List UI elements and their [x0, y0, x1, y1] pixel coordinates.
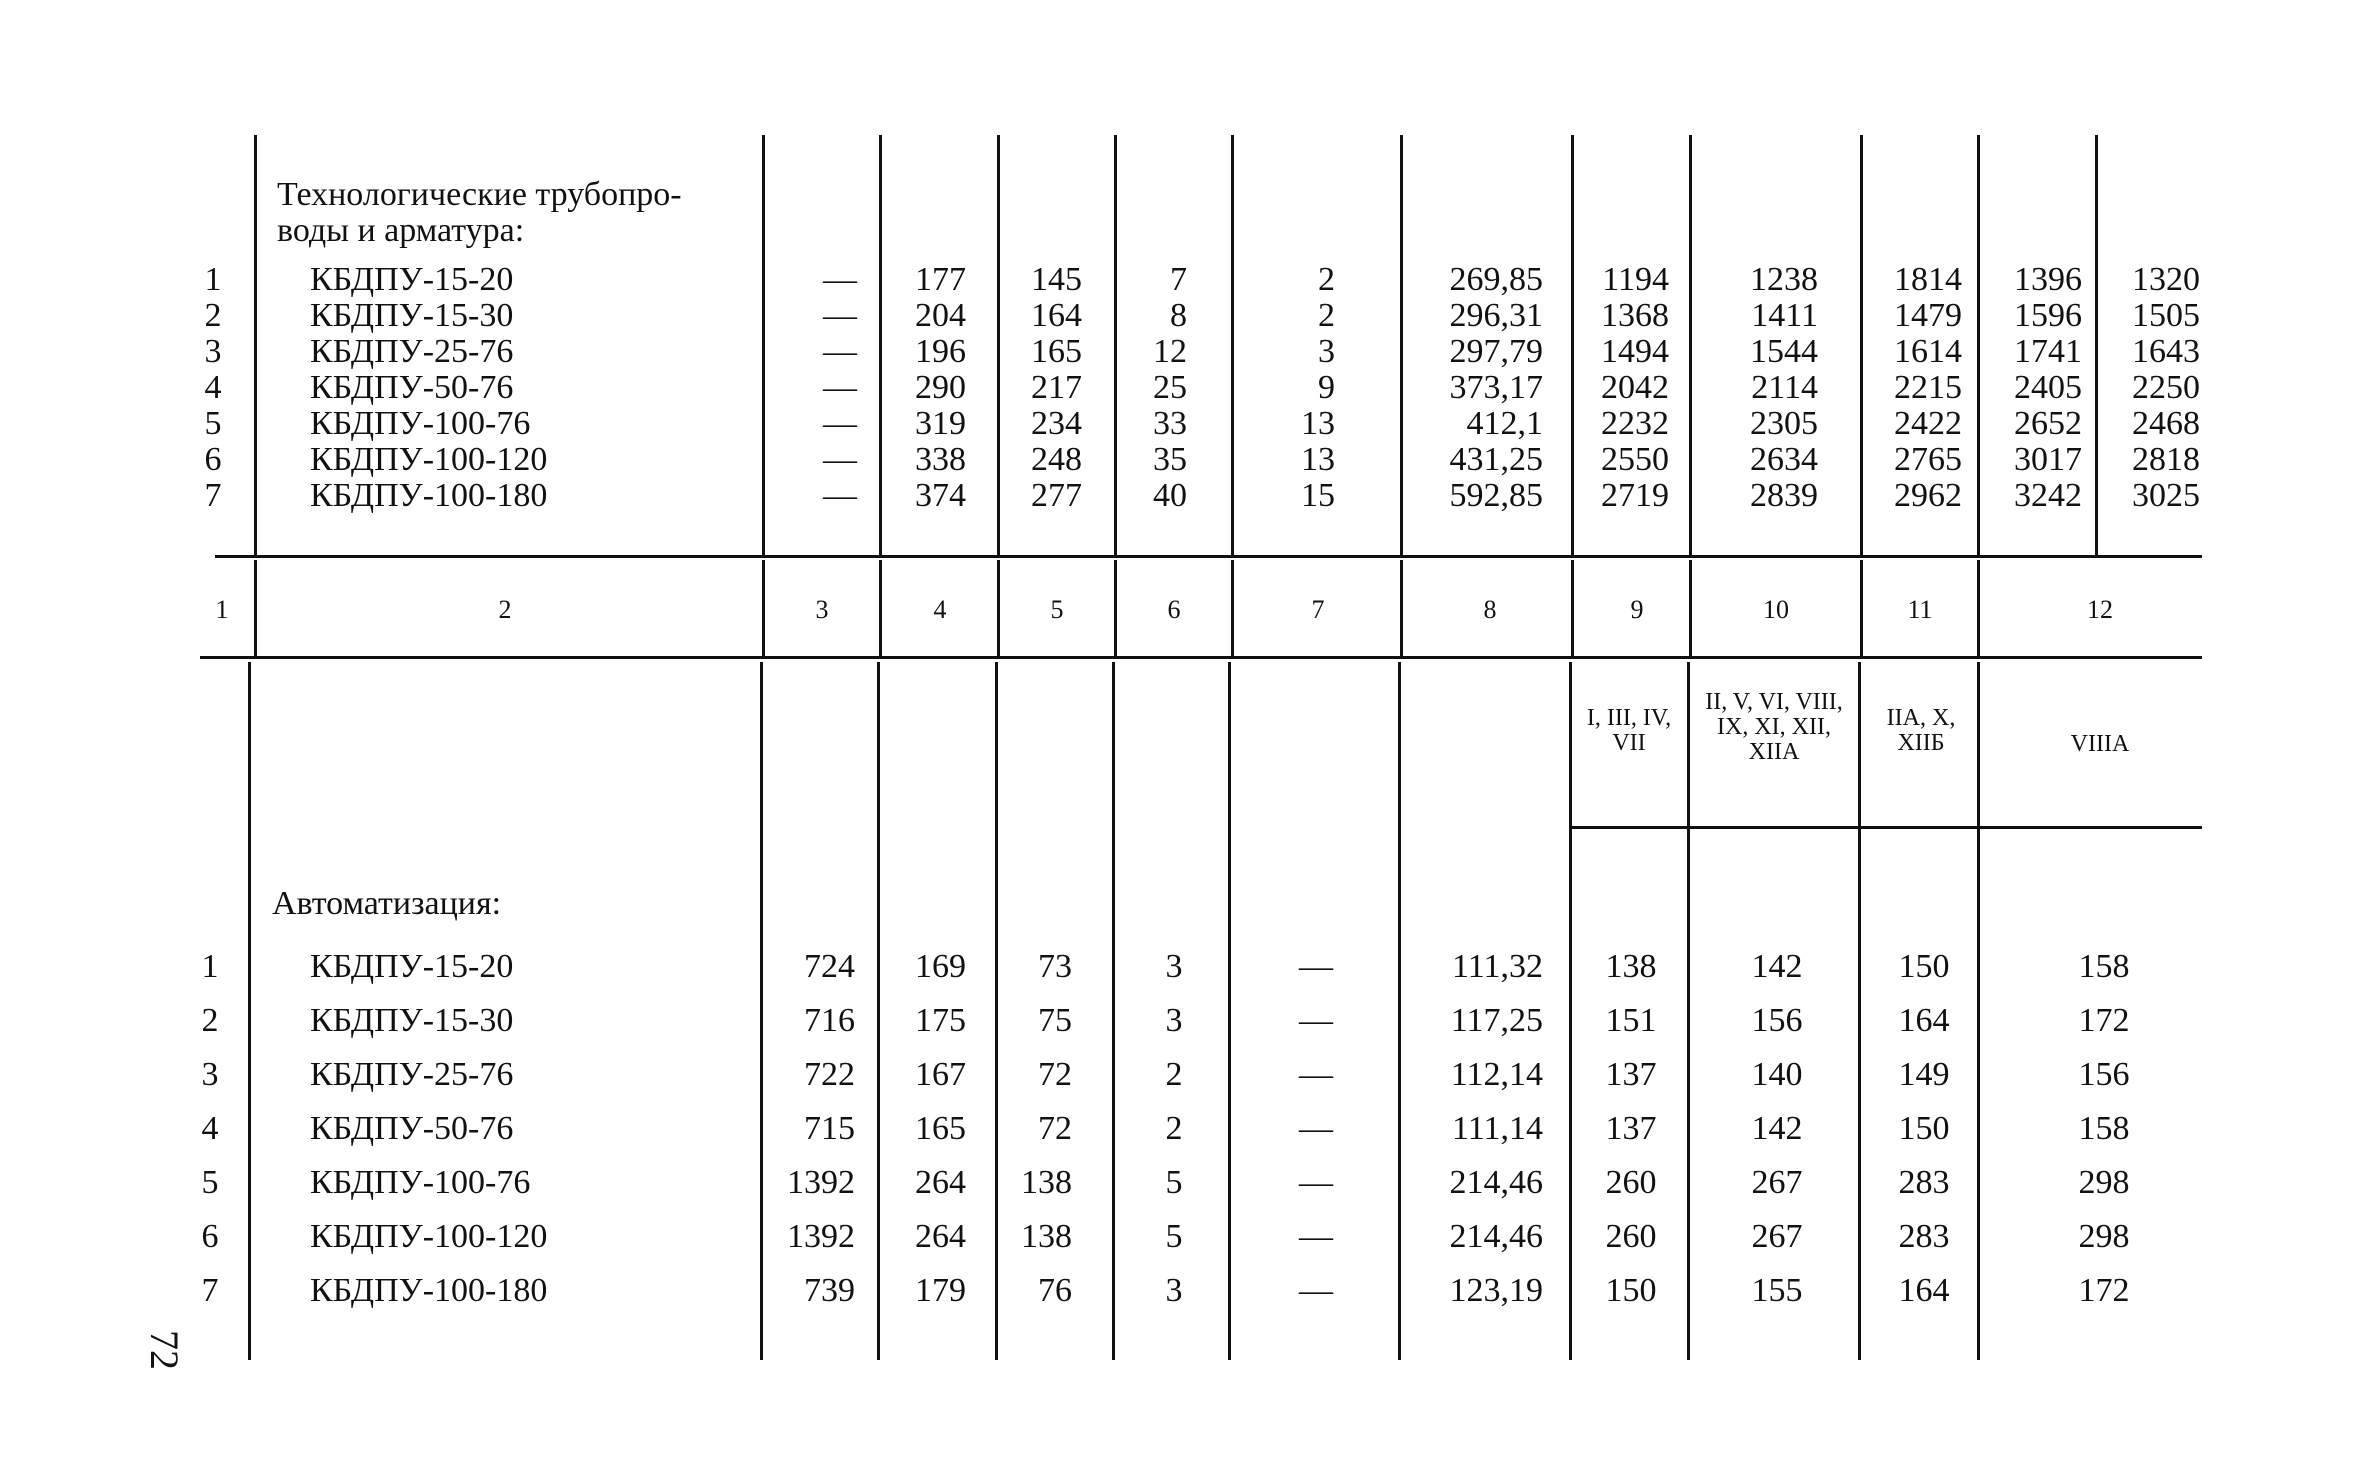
table-cell: 138 [1021, 1164, 1072, 1201]
group-header: IIA, X, XIIБ [1886, 705, 1956, 757]
table-cell: 2305 [1750, 405, 1818, 442]
section-title: воды и арматура: [277, 212, 525, 249]
table-cell: 2652 [2014, 405, 2082, 442]
group-header: VIIIA [2070, 731, 2130, 757]
table-cell: 177 [915, 261, 966, 298]
table-cell: 217 [1031, 369, 1082, 406]
divider [1977, 560, 1980, 656]
table-cell: 2962 [1894, 477, 1962, 514]
table-cell: 204 [915, 297, 966, 334]
table-cell: 283 [1898, 1164, 1950, 1201]
row-number: 4 [201, 1110, 219, 1147]
table-cell: 2405 [2014, 369, 2082, 406]
table-cell: — [823, 369, 857, 406]
column-number: 7 [1311, 595, 1325, 624]
table-cell: 137 [1605, 1110, 1657, 1147]
divider [1858, 662, 1861, 1360]
table-cell: 9 [1318, 369, 1335, 406]
table-cell: 234 [1031, 405, 1082, 442]
table-cell: 172 [2078, 1272, 2130, 1309]
table-cell: 2468 [2132, 405, 2200, 442]
table-cell: 73 [1038, 948, 1072, 985]
divider [1687, 662, 1690, 1360]
divider [1231, 560, 1234, 656]
divider [1977, 135, 1980, 555]
table-cell: 138 [1021, 1218, 1072, 1255]
table-cell: 150 [1605, 1272, 1657, 1309]
table-cell: 298 [2078, 1164, 2130, 1201]
table-cell: 112,14 [1450, 1056, 1543, 1093]
table-cell: 2634 [1750, 441, 1818, 478]
divider [1400, 560, 1403, 656]
table-cell: 267 [1751, 1164, 1803, 1201]
divider [1689, 135, 1692, 555]
table-cell: 3 [1165, 948, 1183, 985]
column-number: 9 [1630, 595, 1644, 624]
divider [877, 662, 880, 1360]
divider [879, 135, 882, 555]
table-cell: 12 [1153, 333, 1187, 370]
table-cell: 156 [2078, 1056, 2130, 1093]
table-cell: 150 [1898, 948, 1950, 985]
table-cell: — [823, 261, 857, 298]
table-cell: 13 [1301, 405, 1335, 442]
table-cell: 155 [1751, 1272, 1803, 1309]
table-cell: 137 [1605, 1056, 1657, 1093]
table-cell: 76 [1038, 1272, 1072, 1309]
item-name: КБДПУ-25-76 [310, 1056, 514, 1093]
divider [248, 662, 251, 1360]
table-cell: 158 [2078, 1110, 2130, 1147]
table-cell: 2232 [1601, 405, 1669, 442]
column-number: 5 [1050, 595, 1064, 624]
table-cell: 156 [1751, 1002, 1803, 1039]
section-title: Технологические трубопро- [277, 176, 682, 213]
item-name: КБДПУ-50-76 [310, 369, 514, 406]
table-cell: — [1299, 1002, 1333, 1039]
divider [1689, 560, 1692, 656]
table-cell: 3025 [2132, 477, 2200, 514]
header-rule-top [215, 555, 2202, 558]
table-cell: — [1299, 1110, 1333, 1147]
item-name: КБДПУ-15-20 [310, 261, 514, 298]
table-cell: 1741 [2014, 333, 2082, 370]
divider [1231, 135, 1234, 555]
table-cell: 260 [1605, 1218, 1657, 1255]
item-name: КБДПУ-100-180 [310, 1272, 548, 1309]
column-number: 8 [1483, 595, 1497, 624]
table-cell: 283 [1898, 1218, 1950, 1255]
table-cell: 1596 [2014, 297, 2082, 334]
column-number: 11 [1907, 595, 1933, 624]
divider [254, 560, 257, 656]
table-cell: 290 [915, 369, 966, 406]
row-number: 7 [201, 1272, 219, 1309]
divider [1571, 135, 1574, 555]
table-cell: 724 [804, 948, 855, 985]
table-cell: — [1299, 948, 1333, 985]
item-name: КБДПУ-100-76 [310, 405, 531, 442]
table-cell: 40 [1153, 477, 1187, 514]
column-number: 3 [815, 595, 829, 624]
row-number: 5 [204, 405, 222, 442]
item-name: КБДПУ-100-120 [310, 441, 548, 478]
table-cell: 145 [1031, 261, 1082, 298]
item-name: КБДПУ-50-76 [310, 1110, 514, 1147]
table-cell: 15 [1301, 477, 1335, 514]
column-number: 1 [215, 595, 229, 624]
row-number: 1 [201, 948, 219, 985]
divider [1977, 662, 1980, 1360]
divider [1860, 135, 1863, 555]
divider [1112, 662, 1115, 1360]
table-cell: 169 [915, 948, 966, 985]
table-cell: 2765 [1894, 441, 1962, 478]
table-cell: 2818 [2132, 441, 2200, 478]
divider [1114, 135, 1117, 555]
table-cell: 3 [1165, 1002, 1183, 1039]
row-number: 3 [201, 1056, 219, 1093]
table-cell: — [1299, 1218, 1333, 1255]
table-cell: 277 [1031, 477, 1082, 514]
item-name: КБДПУ-15-30 [310, 297, 514, 334]
table-cell: 2422 [1894, 405, 1962, 442]
row-number: 6 [204, 441, 222, 478]
table-cell: 72 [1038, 1110, 1072, 1147]
table-cell: 1505 [2132, 297, 2200, 334]
table-cell: 2114 [1751, 369, 1818, 406]
item-name: КБДПУ-100-120 [310, 1218, 548, 1255]
table-cell: 1392 [787, 1164, 855, 1201]
table-cell: 214,46 [1449, 1164, 1543, 1201]
column-number: 4 [933, 595, 947, 624]
section-title: Автоматизация: [272, 885, 502, 922]
table-cell: 373,17 [1449, 369, 1543, 406]
row-number: 4 [204, 369, 222, 406]
table-cell: 269,85 [1449, 261, 1543, 298]
table-cell: 151 [1605, 1002, 1657, 1039]
table-cell: 158 [2078, 948, 2130, 985]
item-name: КБДПУ-100-76 [310, 1164, 531, 1201]
table-cell: — [1299, 1272, 1333, 1309]
table-cell: 1614 [1894, 333, 1962, 370]
table-cell: 1194 [1602, 261, 1669, 298]
table-cell: — [823, 477, 857, 514]
group-header-rule [1569, 826, 2202, 829]
table-cell: 7 [1170, 261, 1187, 298]
table-cell: 165 [915, 1110, 966, 1147]
table-cell: 150 [1898, 1110, 1950, 1147]
row-number: 5 [201, 1164, 219, 1201]
table-cell: 8 [1170, 297, 1187, 334]
table-cell: 1479 [1894, 297, 1962, 334]
table-cell: 1814 [1894, 261, 1962, 298]
table-cell: 2839 [1750, 477, 1818, 514]
table-cell: — [823, 441, 857, 478]
table-cell: 179 [915, 1272, 966, 1309]
table-cell: 1320 [2132, 261, 2200, 298]
table-cell: 374 [915, 477, 966, 514]
divider [1571, 560, 1574, 656]
table-cell: 431,25 [1449, 441, 1543, 478]
table-cell: 3 [1318, 333, 1335, 370]
table-cell: 149 [1898, 1056, 1950, 1093]
table-cell: — [823, 297, 857, 334]
row-number: 2 [201, 1002, 219, 1039]
table-cell: 260 [1605, 1164, 1657, 1201]
group-header: II, V, VI, VIII, IX, XI, XII, XIIA [1705, 689, 1843, 766]
group-header: I, III, IV, VII [1586, 705, 1672, 757]
table-cell: 3 [1165, 1272, 1183, 1309]
row-number: 7 [204, 477, 222, 514]
table-cell: 2550 [1601, 441, 1669, 478]
table-cell: 1411 [1751, 297, 1818, 334]
table-cell: 722 [804, 1056, 855, 1093]
table-cell: 2215 [1894, 369, 1962, 406]
table-cell: 72 [1038, 1056, 1072, 1093]
item-name: КБДПУ-25-76 [310, 333, 514, 370]
table-cell: 1368 [1601, 297, 1669, 334]
table-cell: 111,32 [1452, 948, 1543, 985]
table-cell: 716 [804, 1002, 855, 1039]
table-cell: 338 [915, 441, 966, 478]
item-name: КБДПУ-100-180 [310, 477, 548, 514]
table-cell: 3242 [2014, 477, 2082, 514]
table-cell: — [1299, 1164, 1333, 1201]
item-name: КБДПУ-15-30 [310, 1002, 514, 1039]
divider [1398, 662, 1401, 1360]
table-cell: 164 [1898, 1002, 1950, 1039]
table-cell: 164 [1031, 297, 1082, 334]
table-cell: 592,85 [1449, 477, 1543, 514]
table-cell: 214,46 [1449, 1218, 1543, 1255]
table-cell: 142 [1751, 1110, 1803, 1147]
divider [760, 662, 763, 1360]
table-cell: 739 [804, 1272, 855, 1309]
divider [1569, 662, 1572, 1360]
table-cell: 2 [1318, 261, 1335, 298]
row-number: 6 [201, 1218, 219, 1255]
page-number: 72 [142, 1330, 187, 1370]
row-number: 3 [204, 333, 222, 370]
table-cell: 248 [1031, 441, 1082, 478]
table-cell: — [1299, 1056, 1333, 1093]
table-cell: 164 [1898, 1272, 1950, 1309]
table-cell: 117,25 [1450, 1002, 1543, 1039]
table-cell: 75 [1038, 1002, 1072, 1039]
table-cell: 175 [915, 1002, 966, 1039]
table-cell: 138 [1605, 948, 1657, 985]
table-cell: 1643 [2132, 333, 2200, 370]
table-cell: 296,31 [1449, 297, 1543, 334]
table-cell: 142 [1751, 948, 1803, 985]
divider [997, 135, 1000, 555]
divider [762, 560, 765, 656]
table-cell: 267 [1751, 1218, 1803, 1255]
column-number: 10 [1763, 595, 1789, 624]
table-cell: 2250 [2132, 369, 2200, 406]
column-number: 12 [2087, 595, 2113, 624]
table-cell: 298 [2078, 1218, 2130, 1255]
column-number: 6 [1167, 595, 1181, 624]
table-cell: 111,14 [1452, 1110, 1543, 1147]
table-cell: 196 [915, 333, 966, 370]
table-cell: 1544 [1750, 333, 1818, 370]
table-cell: 2 [1318, 297, 1335, 334]
table-cell: 264 [915, 1218, 966, 1255]
item-name: КБДПУ-15-20 [310, 948, 514, 985]
divider [997, 560, 1000, 656]
table-cell: 167 [915, 1056, 966, 1093]
divider [762, 135, 765, 555]
table-cell: 25 [1153, 369, 1187, 406]
table-cell: 1494 [1601, 333, 1669, 370]
table-cell: 1392 [787, 1218, 855, 1255]
table-cell: — [823, 333, 857, 370]
table-cell: 297,79 [1449, 333, 1543, 370]
row-number: 1 [204, 261, 222, 298]
table-cell: 172 [2078, 1002, 2130, 1039]
table-cell: 2042 [1601, 369, 1669, 406]
divider [1860, 560, 1863, 656]
table-cell: 319 [915, 405, 966, 442]
header-rule-bottom [200, 656, 2202, 659]
divider [1228, 662, 1231, 1360]
table-cell: 3017 [2014, 441, 2082, 478]
divider [879, 560, 882, 656]
table-cell: 123,19 [1449, 1272, 1543, 1309]
table-cell: 165 [1031, 333, 1082, 370]
table-cell: 412,1 [1466, 405, 1543, 442]
divider [254, 135, 257, 555]
table-cell: 13 [1301, 441, 1335, 478]
divider [1114, 560, 1117, 656]
divider [2095, 135, 2098, 555]
table-cell: 1238 [1750, 261, 1818, 298]
table-cell: 2719 [1601, 477, 1669, 514]
table-cell: 264 [915, 1164, 966, 1201]
table-cell: 5 [1165, 1218, 1183, 1255]
table-cell: 2 [1165, 1110, 1183, 1147]
table-cell: 33 [1153, 405, 1187, 442]
row-number: 2 [204, 297, 222, 334]
table-cell: 35 [1153, 441, 1187, 478]
divider [1400, 135, 1403, 555]
divider [995, 662, 998, 1360]
table-cell: 715 [804, 1110, 855, 1147]
column-number: 2 [498, 595, 512, 624]
table-cell: — [823, 405, 857, 442]
table-cell: 2 [1165, 1056, 1183, 1093]
table-cell: 5 [1165, 1164, 1183, 1201]
table-cell: 140 [1751, 1056, 1803, 1093]
table-cell: 1396 [2014, 261, 2082, 298]
